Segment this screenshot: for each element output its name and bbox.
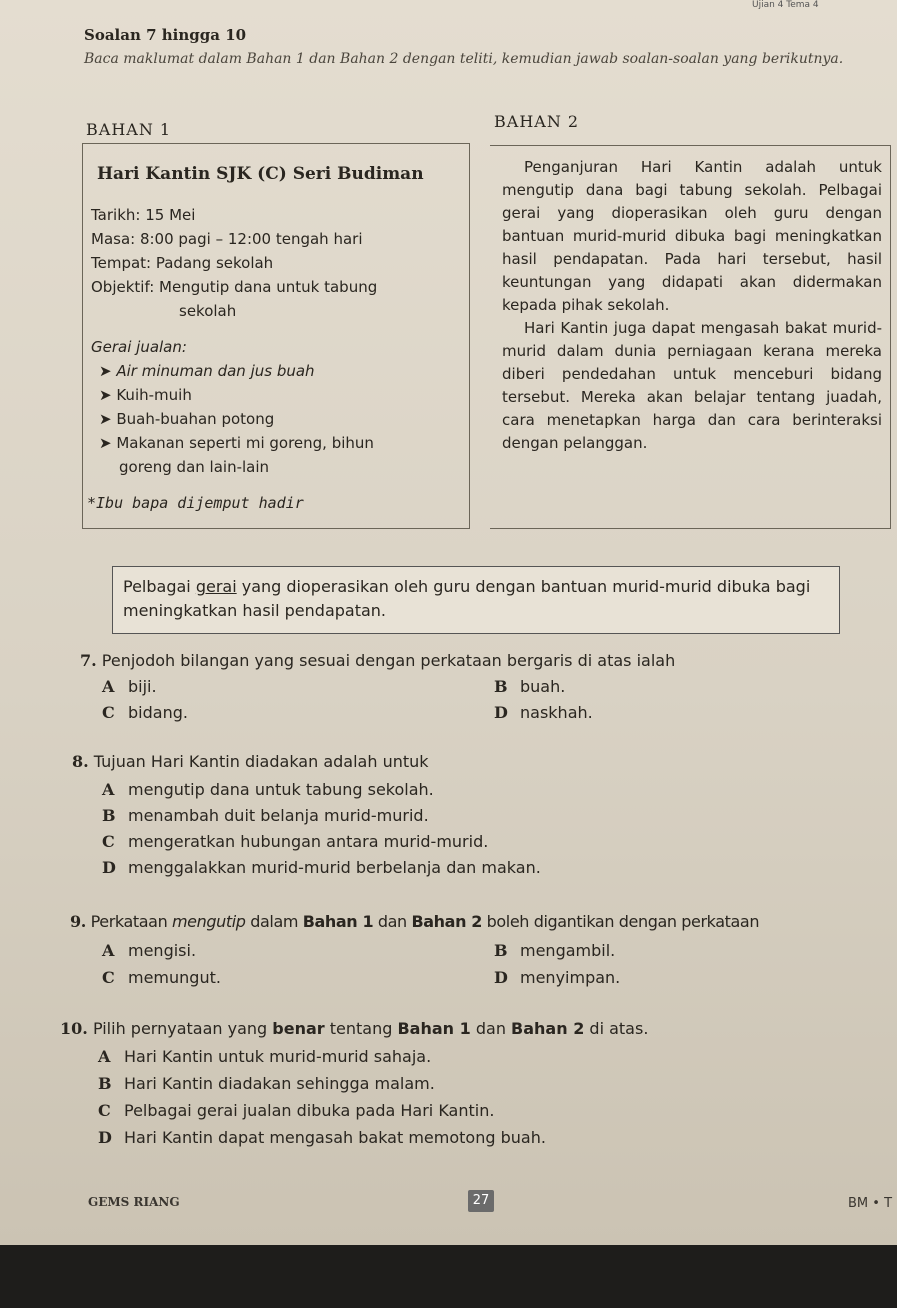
arrow-bullet-icon: ➤: [99, 362, 117, 380]
passage-text: [502, 156, 882, 455]
statement-box: Pelbagai gerai yang dioperasikan oleh guru dengan bantuan murid-murid dibuka bagi meningkatkan hasil pendapatan.: [112, 566, 840, 634]
stall-item: ➤ Kuih-muih: [99, 386, 192, 404]
option-8b[interactable]: B menambah duit belanja murid-murid.: [102, 806, 429, 825]
bahan1-poster: [82, 143, 470, 529]
arrow-bullet-icon: ➤: [99, 386, 117, 404]
option-10a[interactable]: A Hari Kantin untuk murid-murid sahaja.: [98, 1047, 432, 1066]
passage-paragraph-2: Hari Kantin juga dapat mengasah bakat murid-murid dalam dunia perniagaan kerana mereka diberi pendedahan untuk menceburi bidang tersebut. Mereka akan belajar tentang juadah, cara menetapkan harga dan cara berinteraksi dengan pelanggan.: [502, 319, 882, 452]
option-9b[interactable]: B mengambil.: [494, 941, 616, 960]
stall-item-cont: goreng dan lain-lain: [119, 458, 270, 476]
option-9c[interactable]: C memungut.: [102, 968, 221, 987]
option-10d[interactable]: D Hari Kantin dapat mengasah bakat memotong buah.: [98, 1128, 546, 1147]
stall-list-label: Gerai jualan:: [91, 338, 187, 356]
question-9: 9. Perkataan mengutip dalam Bahan 1 dan Bahan 2 boleh digantikan dengan perkataan: [70, 912, 760, 931]
instruction-text: Baca maklumat dalam Bahan 1 dan Bahan 2 dengan teliti, kemudian jawab soalan-soalan yang berikutnya.: [84, 51, 844, 67]
bahan2-label: BAHAN 2: [494, 112, 580, 131]
arrow-bullet-icon: ➤: [99, 410, 117, 428]
question-8: 8. Tujuan Hari Kantin diadakan adalah untuk: [72, 752, 429, 771]
subject-label: BM • T: [848, 1196, 893, 1211]
passage-paragraph-1: Penganjuran Hari Kantin adalah untuk mengutip dana bagi tabung sekolah. Pelbagai gerai yang dioperasikan oleh guru dengan bantuan murid-murid dibuka bagi meningkatkan hasil pendapatan. Pada hari tersebut, hasil keuntungan yang didapati akan didermakan kepada pihak sekolah.: [502, 158, 882, 314]
option-7b[interactable]: B buah.: [494, 677, 566, 696]
option-9d[interactable]: D menyimpan.: [494, 968, 621, 987]
poster-time: Masa: 8:00 pagi – 12:00 tengah hari: [91, 230, 363, 248]
publisher-logo: GEMS RIANG: [88, 1195, 180, 1209]
bahan1-label: BAHAN 1: [86, 120, 172, 139]
option-10c[interactable]: C Pelbagai gerai jualan dibuka pada Hari Kantin.: [98, 1101, 495, 1120]
option-7c[interactable]: C bidang.: [102, 703, 188, 722]
poster-objective: Objektif: Mengutip dana untuk tabung: [91, 278, 378, 296]
option-8c[interactable]: C mengeratkan hubungan antara murid-murid.: [102, 832, 489, 851]
stall-item: ➤ Buah-buahan potong: [99, 410, 275, 428]
question-7: 7. Penjodoh bilangan yang sesuai dengan perkataan bergaris di atas ialah: [80, 651, 676, 670]
poster-objective-cont: sekolah: [179, 302, 237, 320]
stall-item: ➤ Makanan seperti mi goreng, bihun: [99, 434, 374, 452]
option-9a[interactable]: A mengisi.: [102, 941, 197, 960]
poster-place: Tempat: Padang sekolah: [91, 254, 274, 272]
section-heading: Soalan 7 hingga 10: [84, 26, 247, 44]
option-10b[interactable]: B Hari Kantin diadakan sehingga malam.: [98, 1074, 435, 1093]
option-7a[interactable]: A biji.: [102, 677, 157, 696]
tema-label: Ujian 4 Tema 4: [752, 0, 819, 10]
poster-note: *Ibu bapa dijemput hadir: [87, 494, 304, 512]
option-8a[interactable]: A mengutip dana untuk tabung sekolah.: [102, 780, 434, 799]
underlined-word: gerai: [195, 577, 237, 596]
question-10: 10. Pilih pernyataan yang benar tentang Bahan 1 dan Bahan 2 di atas.: [60, 1019, 649, 1038]
poster-title: Hari Kantin SJK (C) Seri Budiman: [97, 164, 424, 184]
option-8d[interactable]: D menggalakkan murid-murid berbelanja dan makan.: [102, 858, 541, 877]
poster-date: Tarikh: 15 Mei: [91, 206, 196, 224]
option-7d[interactable]: D naskhah.: [494, 703, 593, 722]
page-number: 27: [468, 1190, 494, 1212]
table-edge-shadow: [0, 1245, 897, 1308]
bahan2-passage: [490, 145, 891, 529]
arrow-bullet-icon: ➤: [99, 434, 117, 452]
stall-item: ➤ Air minuman dan jus buah: [99, 362, 315, 380]
